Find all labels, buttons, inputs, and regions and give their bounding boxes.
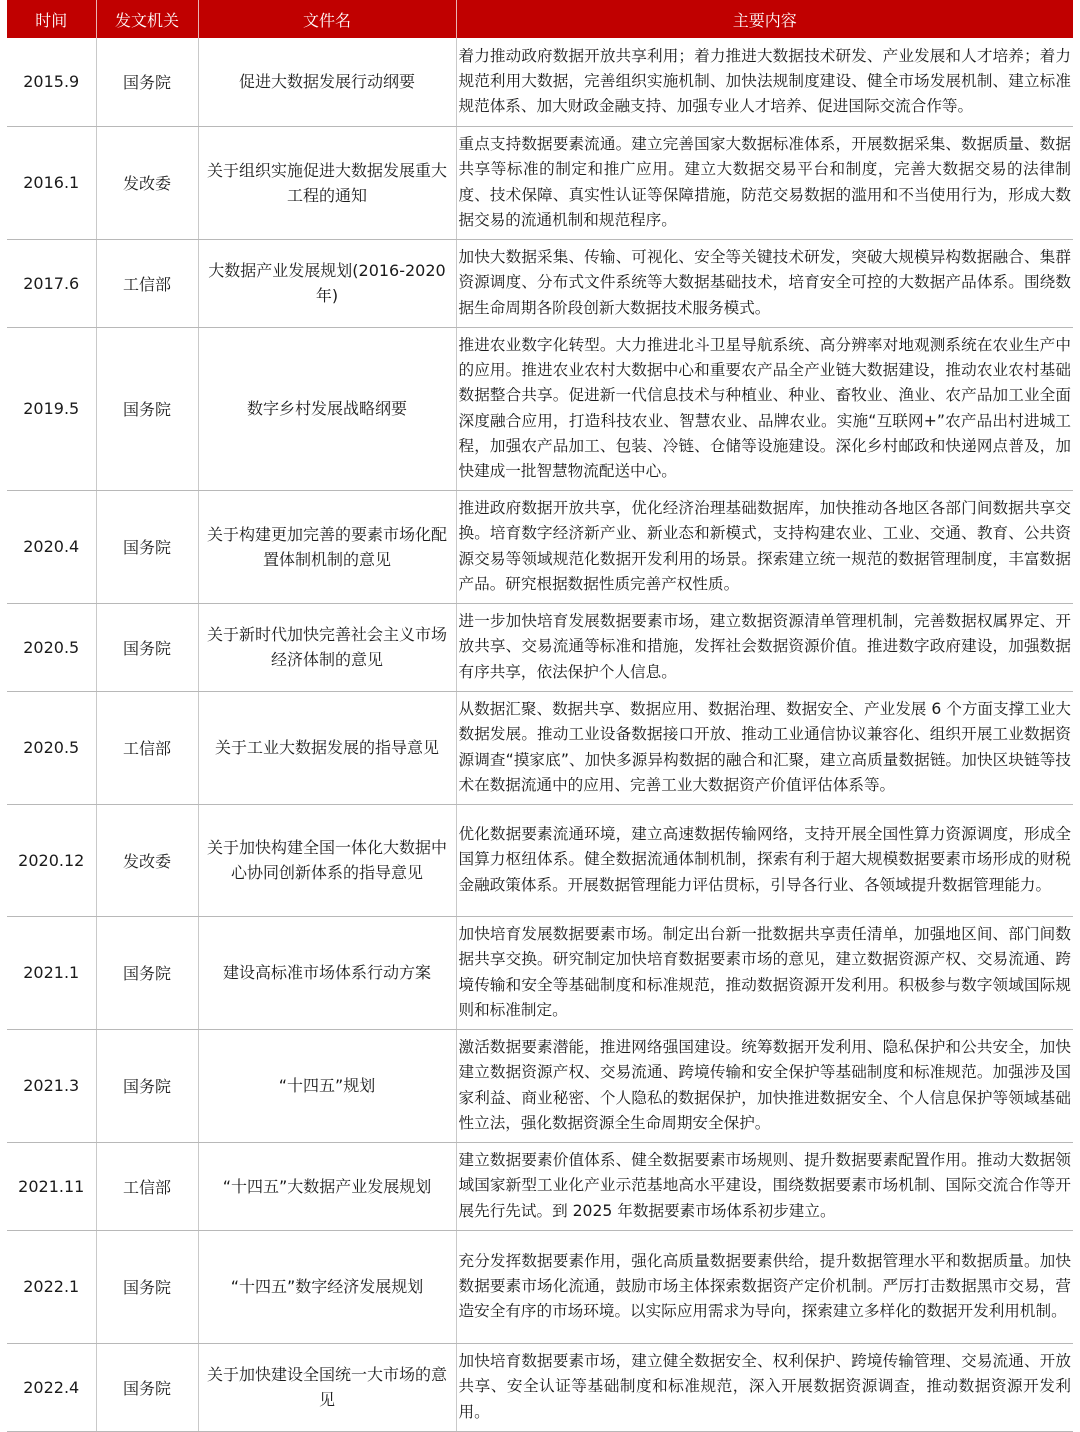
row-org: 发改委	[96, 804, 198, 916]
row-date: 2022.4	[7, 1343, 96, 1431]
table-row	[7, 327, 1073, 490]
row-content: 加快培育发展数据要素市场。制定出台新一批数据共享责任清单，加强地区间、部门间数据共享交换。研究制定加快培育数据要素市场的意见，建立数据资源产权、交易流通、跨境传输和安全等基础制度和标准规范，推动数据资源开发利用。积极参与数字领域国际规则和标准制定。	[456, 916, 1073, 1029]
row-content: 充分发挥数据要素作用，强化高质量数据要素供给，提升数据管理水平和数据质量。加快数据要素市场化流通，鼓励市场主体探索数据资产定价机制。严厉打击数据黑市交易，营造安全有序的市场环境。以实际应用需求为导向，探索建立多样化的数据开发利用机制。	[456, 1230, 1073, 1343]
row-content: 从数据汇聚、数据共享、数据应用、数据治理、数据安全、产业发展 6 个方面支撑工业大数据发展。推动工业设备数据接口开放、推动工业通信协议兼容化、组织开展工业数据资源调查“摸家底”、加快多源异构数据的融合和汇聚，建立高质量数据链。加快区块链等技术在数据流通中的应用、完善工业大数据资产价值评估体系等。	[456, 691, 1073, 804]
row-content: 激活数据要素潜能，推进网络强国建设。统筹数据开发利用、隐私保护和公共安全，加快建立数据资源产权、交易流通、跨境传输和安全保护等基础制度和标准规范。加强涉及国家利益、商业秘密、个人隐私的数据保护，加快推进数据安全、个人信息保护等领域基础性立法，强化数据资源全生命周期安全保护。	[456, 1029, 1073, 1142]
header-content: 主要内容	[456, 0, 1073, 38]
row-content: 推进政府数据开放共享，优化经济治理基础数据库，加快推动各地区各部门间数据共享交换。培育数字经济新产业、新业态和新模式，支持构建农业、工业、交通、教育、公共资源交易等领域规范化数据开发利用的场景。探索建立统一规范的数据管理制度，丰富数据产品。研究根据数据性质完善产权性质。	[456, 490, 1073, 603]
row-name: 关于加快构建全国一体化大数据中心协同创新体系的指导意见	[198, 804, 456, 916]
row-org: 国务院	[96, 1029, 198, 1142]
header-date: 时间	[7, 0, 96, 38]
row-content: 重点支持数据要素流通。建立完善国家大数据标准体系，开展数据采集、数据质量、数据共享等标准的制定和推广应用。建立大数据交易平台和制度，完善大数据交易的法律制度、技术保障、真实性认证等保障措施，防范交易数据的滥用和不当使用行为，形成大数据交易的流通机制和规范程序。	[456, 126, 1073, 239]
row-date: 2015.9	[7, 38, 96, 126]
row-org: 国务院	[96, 490, 198, 603]
row-date: 2016.1	[7, 126, 96, 239]
table-row	[7, 691, 1073, 804]
row-name: 关于工业大数据发展的指导意见	[198, 691, 456, 804]
row-name: 关于加快建设全国统一大市场的意见	[198, 1343, 456, 1431]
row-org: 工信部	[96, 239, 198, 327]
row-org: 国务院	[96, 916, 198, 1029]
table-row	[7, 1230, 1073, 1343]
row-org: 国务院	[96, 38, 198, 126]
row-content: 推进农业数字化转型。大力推进北斗卫星导航系统、高分辨率对地观测系统在农业生产中的应用。推进农业农村大数据中心和重要农产品全产业链大数据建设，推动农业农村基础数据整合共享。促进新一代信息技术与种植业、种业、畜牧业、渔业、农产品加工业全面深度融合应用，打造科技农业、智慧农业、品牌农业。实施“互联网+”农产品出村进城工程，加强农产品加工、包装、冷链、仓储等设施建设。深化乡村邮政和快递网点普及，加快建成一批智慧物流配送中心。	[456, 327, 1073, 490]
row-name: 关于构建更加完善的要素市场化配置体制机制的意见	[198, 490, 456, 603]
table-row	[7, 126, 1073, 239]
row-name: 大数据产业发展规划(2016-2020年)	[198, 239, 456, 327]
table-row	[7, 1343, 1073, 1431]
table-row	[7, 239, 1073, 327]
row-name: 数字乡村发展战略纲要	[198, 327, 456, 490]
row-content: 建立数据要素价值体系、健全数据要素市场规则、提升数据要素配置作用。推动大数据领域国家新型工业化产业示范基地高水平建设，围绕数据要素市场机制、国际交流合作等开展先行先试。到 2025 年数据要素市场体系初步建立。	[456, 1142, 1073, 1230]
row-org: 国务院	[96, 327, 198, 490]
table-row	[7, 1142, 1073, 1230]
row-org: 国务院	[96, 1230, 198, 1343]
table-row	[7, 38, 1073, 126]
row-org: 工信部	[96, 691, 198, 804]
row-date: 2020.12	[7, 804, 96, 916]
table-row	[7, 490, 1073, 603]
header-org: 发文机关	[96, 0, 198, 38]
row-org: 国务院	[96, 603, 198, 691]
row-name: 建设高标准市场体系行动方案	[198, 916, 456, 1029]
row-date: 2020.5	[7, 691, 96, 804]
row-org: 发改委	[96, 126, 198, 239]
table-row	[7, 1029, 1073, 1142]
row-content: 着力推动政府数据开放共享利用；着力推进大数据技术研发、产业发展和人才培养；着力规范利用大数据，完善组织实施机制、加快法规制度建设、健全市场发展机制、建立标准规范体系、加大财政金融支持、加强专业人才培养、促进国际交流合作等。	[456, 38, 1073, 126]
row-name: 关于新时代加快完善社会主义市场经济体制的意见	[198, 603, 456, 691]
policy-table	[7, 0, 1073, 1432]
table-row	[7, 603, 1073, 691]
table-row	[7, 804, 1073, 916]
row-content: 优化数据要素流通环境，建立高速数据传输网络，支持开展全国性算力资源调度，形成全国算力枢纽体系。健全数据流通体制机制，探索有利于超大规模数据要素市场形成的财税金融政策体系。开展数据管理能力评估贯标，引导各行业、各领域提升数据管理能力。	[456, 804, 1073, 916]
row-name: “十四五”大数据产业发展规划	[198, 1142, 456, 1230]
row-date: 2019.5	[7, 327, 96, 490]
row-content: 加快培育数据要素市场，建立健全数据安全、权利保护、跨境传输管理、交易流通、开放共享、安全认证等基础制度和标准规范，深入开展数据资源调查，推动数据资源开发利用。	[456, 1343, 1073, 1431]
row-name: 促进大数据发展行动纲要	[198, 38, 456, 126]
row-org: 国务院	[96, 1343, 198, 1431]
row-org: 工信部	[96, 1142, 198, 1230]
row-date: 2022.1	[7, 1230, 96, 1343]
row-date: 2021.1	[7, 916, 96, 1029]
row-name: 关于组织实施促进大数据发展重大工程的通知	[198, 126, 456, 239]
header-row	[7, 0, 1073, 38]
row-date: 2017.6	[7, 239, 96, 327]
row-name: “十四五”规划	[198, 1029, 456, 1142]
row-content: 进一步加快培育发展数据要素市场，建立数据资源清单管理机制，完善数据权属界定、开放共享、交易流通等标准和措施，发挥社会数据资源价值。推进数字政府建设，加强数据有序共享，依法保护个人信息。	[456, 603, 1073, 691]
row-date: 2021.3	[7, 1029, 96, 1142]
header-name: 文件名	[198, 0, 456, 38]
row-content: 加快大数据采集、传输、可视化、安全等关键技术研发，突破大规模异构数据融合、集群资源调度、分布式文件系统等大数据基础技术，培育安全可控的大数据产品体系。围绕数据生命周期各阶段创新大数据技术服务模式。	[456, 239, 1073, 327]
row-date: 2020.4	[7, 490, 96, 603]
row-date: 2021.11	[7, 1142, 96, 1230]
row-date: 2020.5	[7, 603, 96, 691]
row-name: “十四五”数字经济发展规划	[198, 1230, 456, 1343]
table-row	[7, 916, 1073, 1029]
